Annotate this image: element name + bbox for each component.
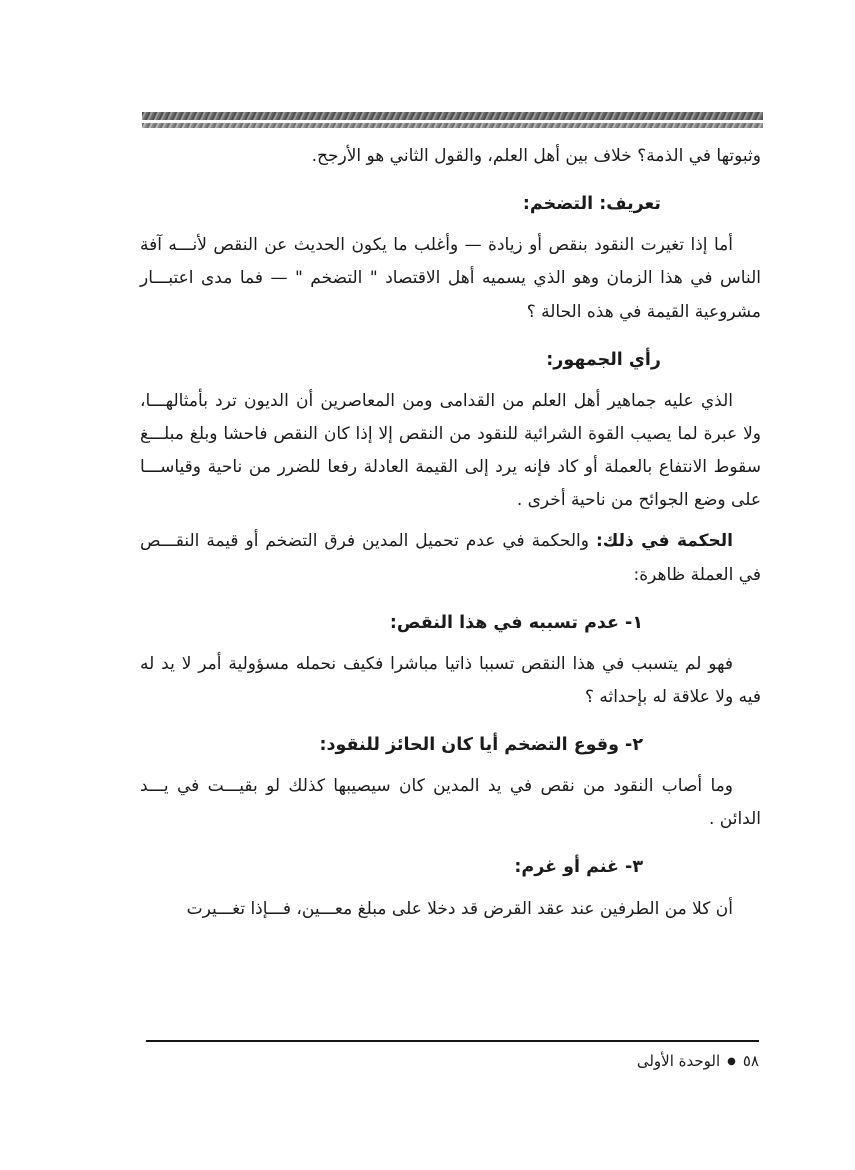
page-footer (637, 1052, 759, 1070)
body-paragraph: وما أصاب النقود من نقص في يد المدين كان سيصيبها كذلك لو بقيـــت في يـــد الدائن . (140, 776, 761, 830)
body-paragraph: الذي عليه جماهير أهل العلم من القدامى ومن المعاصرين أن الديون ترد بأمثالهـــا، ولا عبرة لما يصيب القوة الشرائية للنقود من النقص إلا إذا كان النقص فاحشا وبلغ مبلـــغ سقوط الانتفاع بالعملة أو كاد فإنه يرد إلى القيمة العادلة رفعا للضرر من ناحية وقياســـا على وضع الجوائح من ناحية أخرى . (140, 390, 761, 511)
body-paragraph: أن كلا من الطرفين عند عقد القرض قد دخلا على مبلغ معـــين، فـــإذا تغـــيرت (186, 898, 733, 919)
page-number: ٥٨ (742, 1052, 759, 1070)
numbered-heading-1: ١- عدم تسببه في هذا النقص: (389, 612, 643, 633)
section-heading-definition: تعريف: التضخم: (522, 194, 661, 215)
section-heading-majority-opinion: رأي الجمهور: (546, 349, 661, 370)
top-rule-upper-bar (142, 112, 763, 120)
unit-title: الوحدة الأولى (636, 1052, 721, 1070)
body-paragraph: أما إذا تغيرت النقود بنقص أو زيادة — وأغلب ما يكون الحديث عن النقص لأنـــه آفة الناس في هذا الزمان وهو الذي يسميه أهل الاقتصاد " التضخم " — فما مدى اعتبـــار مشروعية القيمة في هذه الحالة ؟ (140, 235, 761, 322)
body-paragraph: وثبوتها في الذمة؟ خلاف بين أهل العلم، والقول الثاني هو الأرجح. (311, 146, 761, 166)
body-paragraph: فهو لم يتسبب في هذا النقص تسببا ذاتيا مباشرا فكيف نحمله مسؤولية أمر لا يد له فيه ولا علاقة له بإحداثه ؟ (140, 653, 761, 707)
top-decorative-rule (142, 112, 763, 128)
bullet-separator-icon: ● (727, 1056, 736, 1067)
paragraph-lead-body: والحكمة في عدم تحميل المدين فرق التضخم أو قيمة النقـــص في العملة ظاهرة: (140, 531, 761, 585)
numbered-heading-3: ٣- غنم أو غرم: (514, 857, 643, 878)
paragraph-lead-label: الحكمة في ذلك: (595, 531, 733, 552)
footer-rule (146, 1040, 759, 1042)
top-rule-lower-bar (142, 123, 763, 128)
numbered-heading-2: ٢- وقوع التضخم أيا كان الحائز للنقود: (319, 735, 643, 756)
body-paragraph-with-lead (140, 525, 761, 591)
page-body-text (140, 140, 761, 934)
